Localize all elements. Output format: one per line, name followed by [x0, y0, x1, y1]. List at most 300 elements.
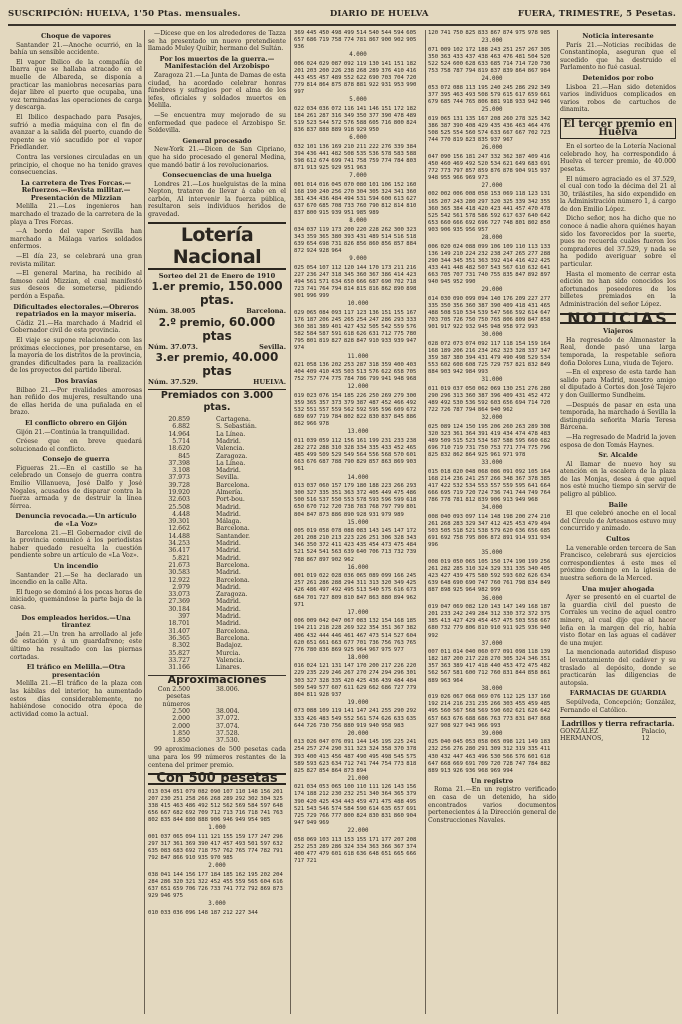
row-place: Málaga.: [216, 518, 242, 526]
prize-number: Núm. 38.005: [148, 307, 196, 316]
tercer-premio-text: El número agraciado es el 37.529, el cual con todo la décima del 21 al 30, trilástiles, ha sido expendido en la Administración número 1, á cargo de don Emilio López.: [560, 175, 676, 213]
row-number: 12.662: [168, 525, 190, 533]
article-headline: Consejo de guerra: [42, 455, 110, 464]
thousand-header: 16.000: [347, 564, 369, 571]
list-row: [148, 453, 286, 460]
article-paragraph: Santander 21.—Anoche ocurrió, en la bahía un sensible accidente.: [10, 41, 142, 57]
row-number: 6.882: [172, 423, 190, 431]
row-number: 30.583: [168, 569, 190, 577]
noticias-list: [560, 328, 676, 714]
article-headline: La carretera de Tres Forcas.—Refuerzos.—Revista militar.—Presentación de Mizzian: [20, 178, 132, 202]
subscription-remote: FUERA, TRIMESTRE, 5 Pesetas.: [517, 9, 676, 19]
article-paragraph: —Se encuentra muy mejorado de su enfermedad que padece el Arzobispo Sr. Soldevilla.: [148, 111, 286, 135]
thousand-header: 15.000: [347, 519, 369, 526]
row-place: 37.072.: [216, 715, 240, 723]
column-telegrams: [10, 30, 142, 1016]
article-paragraph: Londres 21.—Los huelguistas de la mina Nepton, trataron de llevar á cabo en el carbón, Al intervenir la fuerza pública, resultaron seis individuos heridos de gravedad.: [148, 180, 286, 219]
thousand-header: 33.000: [481, 460, 503, 467]
list-row: [148, 628, 286, 635]
number-block: 013 026 047 076 091 144 145 195 225 241 254 257 274 290 311 323 324 358 370 378 393 400 413 456 487 490 495 498 545 575 589 593 623 634 712 741 744 754 773 818 825 827 854 864 873 894: [294, 739, 417, 774]
article-paragraph: La mencionada autoridad dispuso el levantamiento del cadáver y su traslado al depósito, donde se practicarán las diligencias de autopsia.: [560, 649, 676, 687]
row-place: Madrid.: [216, 503, 241, 511]
number-block: 019 023 076 154 185 226 250 269 279 300 359 365 357 373 379 387 487 452 466 492 532 551 557 559 562 592 595 596 609 672 689 697 719 784 802 822 830 837 845 886 862 966 978: [294, 393, 417, 428]
list-row: [148, 715, 286, 722]
article-headline: Sr. Alcalde: [598, 451, 638, 460]
number-block: 008 019 050 065 105 150 174 190 199 256 261 282 285 310 324 329 331 335 340 405 423 427 439 475 580 592 593 602 626 634 639 648 690 690 747 760 761 798 834 849 887 898 925 964 982 999: [428, 559, 551, 594]
number-block: 021 058 136 202 253 287 318 359 400 403 404 409 410 435 503 513 576 622 658 705 752 757 774 775 784 786 799 941 948 968: [294, 362, 417, 383]
row-place: S. Sebastián.: [216, 423, 257, 431]
list-row: [148, 533, 286, 540]
prize-amount: 40.000 ptas: [202, 350, 279, 379]
thousand-header: 1.000: [208, 825, 226, 832]
noticia-text: París 21.—Noticias recibidas de Constantinopla, aseguran que el sucedido que ha destruido el Parlamento no fué casual.: [560, 41, 676, 72]
ad-address: Palacio, 12: [641, 726, 667, 743]
row-number: 2.000: [172, 715, 190, 723]
row-number: 33.727: [168, 656, 190, 664]
aprox-title: Aproximaciones: [148, 675, 286, 684]
row-number: 35.827: [168, 649, 190, 657]
article-headline: Viajeros: [603, 327, 633, 336]
thousand-header: 9.000: [349, 256, 367, 263]
thousand-header: 2.000: [208, 863, 226, 870]
row-place: 37.528.: [216, 729, 240, 737]
thousand-header: 31.000: [481, 377, 503, 384]
row-place: Murcia.: [216, 649, 241, 657]
thousand-header: 36.000: [481, 595, 503, 602]
prize-place: Sevilla.: [259, 342, 286, 351]
article-headline: El conflicto obrero en Gijón: [25, 418, 127, 427]
row-place: 37.074.: [216, 722, 240, 730]
thousand-header: 4.000: [349, 52, 367, 59]
advertisement: [560, 717, 676, 743]
column-rule: [144, 30, 145, 1014]
article-headline: Choque de vapores: [41, 32, 111, 40]
box-500-title: Con 500 pesetas: [148, 773, 286, 785]
list-row: [148, 416, 286, 423]
row-place: Barcelona.: [216, 561, 250, 569]
row-number: 397: [178, 613, 190, 621]
prize-line: [148, 351, 286, 379]
number-block: 021 034 053 065 100 110 111 126 143 156 174 188 212 230 232 251 340 364 365 379 390 420 425 434 443 459 471 475 488 495 521 543 546 574 584 590 614 635 657 691 725 729 766 777 800 824 830 831 860 904 947 949 969: [294, 784, 417, 826]
article-paragraph: —Dícese que en los alrededores de Tazza se ha presentado un nuevo pretendiente llamado Muley Quibir, hermano del Sultán.: [148, 30, 286, 53]
row-number: 30.184: [168, 605, 190, 613]
row-place: Zaragoza.: [216, 452, 248, 460]
article-headline: El tráfico en Melilla.—Otra presentación: [26, 663, 126, 679]
list-row: [148, 686, 286, 708]
prize-label: 1.er premio,: [151, 281, 225, 294]
noticia-title: Noticia interesante: [582, 32, 654, 40]
number-block: 007 011 014 040 060 077 091 098 118 139 182 187 200 217 228 270 305 324 346 351 357 363 389 417 418 440 453 472 475 482 562 567 581 600 712 760 831 844 858 861 889 963 964: [428, 649, 551, 684]
list-row: [148, 445, 286, 452]
list-row: [148, 620, 286, 627]
article-paragraph: Al llamar de nuevo hoy su atención en la escalera de la plaza de las Monjas, desea á que aquel nos esté mucho tiempo sin servir de peligro al público.: [560, 460, 676, 499]
list-row: [148, 613, 286, 620]
number-block: 014 030 090 099 094 140 176 209 227 277 335 350 356 360 387 390 409 418 431 465 488 508 510 534 539 547 566 592 614 647 703 705 726 750 750 765 806 809 847 858 901 917 922 932 945 948 958 972 993: [428, 295, 551, 331]
row-number: 845: [178, 452, 190, 460]
row-place: Barcelona.: [216, 634, 250, 642]
list-row: [148, 547, 286, 554]
registro-text: Roma 21.—En un registro verificado en casa de un detenido, ha sido encontrados varios documentos pertenecientes á la Dirección general de Construcciones Navales.: [428, 786, 556, 824]
article-paragraph: —El general Marina, ha recibido al famoso caid Mizzian, el cual manifestó sus deseos de someterse, pidiendo perdón a España.: [10, 270, 142, 300]
row-number: 39.301: [168, 518, 190, 526]
list-row: [148, 584, 286, 591]
row-number: 14.488: [168, 532, 190, 540]
masthead: [8, 4, 676, 26]
prize-label: 2.º premio,: [158, 316, 226, 329]
article-headline: Dificultades electorales.—Obreros repatriados en la mayor miseria.: [13, 302, 139, 319]
article-headline: Denuncia revocada.—Un artículo de «La Voz»: [15, 512, 137, 529]
article-paragraph: Zaragoza 21.—La Junta de Damas de esta ciudad, ha acordado celebrar honras fúnebres y sufragios por el alma de los jefes, oficiales y soldados muertos en Melilla.: [148, 71, 286, 110]
row-number: 1.850: [172, 737, 190, 745]
list-row: [148, 606, 286, 613]
article-paragraph: El fuego se dominó á los pocas horas de iniciado, quemándose la parte baja de la casa.: [10, 588, 142, 611]
list-row: [148, 577, 286, 584]
list-row: [148, 562, 286, 569]
thousand-header: 35.000: [481, 550, 503, 557]
list-row: [148, 504, 286, 511]
row-number: 2.979: [172, 583, 190, 591]
ad-title: Ladrillos y tierra refractaria.: [561, 719, 675, 729]
tercer-premio-box: [560, 118, 676, 139]
list-row: [148, 723, 286, 730]
article-paragraph: —El día 23, se celebrará una gran revista militar.: [10, 253, 142, 268]
number-block: 005 019 058 078 088 083 143 145 147 172 201 208 210 213 223 226 251 306 328 343 346 350 372 411 423 435 454 473 475 484 521 524 541 563 639 640 706 713 732 739 788 867 897 902 962: [294, 528, 417, 563]
list-row: [148, 496, 286, 503]
row-number: 39.728: [168, 481, 190, 489]
row-place: 38.006.: [216, 686, 240, 694]
number-block: 071 009 102 172 188 243 251 257 267 305 350 363 433 437 438 463 476 481 504 520 522 524 600 628 633 685 714 714 720 730 753 758 787 794 819 837 839 864 867 984: [428, 46, 551, 74]
row-place: Madrid.: [216, 613, 241, 621]
prize-number-line: [148, 379, 286, 387]
numbers-3000: 010 033 036 096 148 187 212 227 344: [148, 909, 258, 916]
list-row: [148, 482, 286, 489]
row-number: 25.508: [168, 503, 190, 511]
article-headline: FARMACIAS DE GUARDIA: [569, 689, 667, 698]
column-numbers-a: [294, 30, 422, 1016]
prize-amount: 60.000 ptas: [202, 314, 276, 343]
number-block: 016 024 121 131 147 170 200 217 226 220 229 235 229 246 267 270 274 294 296 301 303 327 328 335 420 425 436 439 484 484 509 549 577 607 611 629 662 686 727 779 804 811 928 937: [294, 663, 417, 698]
article-headline: General procesado: [182, 136, 252, 145]
prize-label: 3.er premio,: [155, 352, 229, 365]
article-paragraph: Jaén 21.—Un tren ha arrollado al jefe de estación y á un guardafreno; este último ha resultado con las piernas cortadas.: [10, 630, 142, 661]
number-block: 120 741 750 825 833 867 874 975 978 985: [428, 30, 551, 36]
row-place: Barcelona.: [216, 576, 250, 584]
row-place: Madrid.: [216, 569, 241, 577]
article-headline: Por los muertos de la guerra.—Manifestación del Arzobispo: [159, 54, 275, 71]
row-number: 2.000: [172, 722, 190, 730]
thousand-header: 8.000: [349, 218, 367, 225]
thousand-header: 23.000: [481, 38, 503, 45]
row-number: 12.922: [168, 576, 190, 584]
list-row: [148, 489, 286, 496]
thousand-header: 19.000: [347, 699, 369, 706]
list-row: [148, 642, 286, 649]
premiados-list: [148, 416, 286, 671]
row-number: 8.302: [172, 642, 190, 650]
row-number: 18.701: [168, 620, 190, 628]
row-number: 27.369: [168, 598, 190, 606]
thousand-header: 32.000: [481, 415, 503, 422]
row-number: 5.714: [172, 437, 190, 445]
number-block: 034 037 119 173 200 220 228 262 300 323 343 359 365 380 393 431 489 514 516 518 639 654 698 731 826 856 860 856 857 884 872 924 928 964: [294, 226, 417, 255]
aprox-list: [148, 686, 286, 744]
thousand-header: 13.000: [347, 429, 369, 436]
article-paragraph: El vapor Ibilico de la compañía de Ibarra que se hallaba atracado en el muelle de Albareda, se disponía a practicar las maniobras necesarias para dejar libre el puerto que ocupaba, una vez terminadas las operaciones de carga y descarga.: [10, 58, 142, 112]
numbers-1000: 001 037 065 094 111 121 155 159 177 247 296 297 317 361 369 390 417 457 493 501 597 632 635 083 683 692 718 757 762 765 774 782 791 792 847 866 910 935 970 985: [148, 833, 283, 862]
article-paragraph: El que celebró anoche en el local del Círculo de Artesanos estuvo muy concurrido y animado.: [560, 510, 676, 533]
list-row: [148, 730, 286, 737]
column-rule: [425, 30, 426, 1014]
number-block: 015 018 020 048 068 086 091 092 105 164 168 214 236 241 257 266 348 367 378 385 417 422 532 534 553 557 559 595 641 664 666 695 719 720 724 736 741 744 749 764 786 778 781 812 839 906 913 949 968: [428, 468, 551, 504]
number-block: 025 040 045 053 058 065 098 121 149 183 232 256 276 280 291 309 312 319 335 411 430 432 447 463 496 530 566 576 601 618 647 668 669 691 709 720 728 747 784 882 889 913 926 936 968 969 994: [428, 739, 551, 774]
list-row: [148, 525, 286, 532]
row-place: Linares.: [216, 664, 242, 672]
thousand-header: 21.000: [347, 775, 369, 782]
article-paragraph: Bilbao 21.—Por rivalidades amorosas han reñido dos mujeres, resultando una de ellas herida de una puñalada en el brazo.: [10, 386, 142, 417]
number-block: 002 002 006 008 058 153 069 118 123 131 165 207 243 280 297 320 325 339 342 355 360 365 384 418 420 423 441 457 470 478 525 542 561 578 586 592 617 637 640 642 653 660 666 692 696 727 748 801 802 850 903 906 935 956 957: [428, 191, 551, 233]
row-number: Con 2.500 pesetas números: [157, 686, 190, 708]
row-place: Almería.: [216, 489, 243, 496]
thousand-header: 22.000: [347, 827, 369, 834]
row-number: 31.407: [168, 627, 190, 635]
tercer-premio-text: Dicho señor, nos ha dicho que no conoce á nadie ahora quiénes hayan sido los favorecidos por la suerte, pues no recuerda cuales fueron los compradores del 37.529, y nada se ha podido averiguar sobre el particular.: [560, 215, 676, 269]
tercer-premio-text: Hasta el momento de cerrar esta edición no han sido conocidos los afortunados poseedores de los billetes premiados en la Administración del señor López.: [560, 270, 676, 308]
article-paragraph: —A bordo del vapor Sevilla han marchado a Málaga varios soldados enfermos.: [10, 228, 142, 251]
list-row: [148, 431, 286, 438]
article-paragraph: Melilla 21.—Los ingenieros han marchado el trazado de la carretera de la playa a Tres Forcas.: [10, 203, 142, 226]
list-row: [148, 460, 286, 467]
article-paragraph: Sepúlveda, Concepción; González, Fernando el Católico.: [560, 698, 676, 714]
thousand-header: 11.000: [347, 353, 369, 360]
thousand-header: 20.000: [347, 730, 369, 737]
number-block: 001 019 022 028 036 065 089 099 166 245 257 261 286 288 294 311 313 320 349 425 426 486 497 492 495 513 540 575 616 673 684 701 727 809 810 847 863 880 894 962 971: [294, 573, 417, 608]
article-paragraph: New-York 21.—Dicen de San Cipriano, que ha sido procesado el general Medina, que mandó batir á los revolucionarios.: [148, 146, 286, 169]
thousand-header: 25.000: [481, 106, 503, 113]
number-block: 006 020 024 088 099 106 109 110 113 133 136 149 210 224 232 238 247 265 277 288 290 344 345 351 363 392 414 416 422 425 433 441 448 482 507 543 567 610 632 641 663 705 707 731 740 755 835 847 892 897 940 945 952 990: [428, 243, 551, 286]
detenidos-text: Lisboa 21.—Han sido detenidos varios individuos complicados en varios robos de cartuchos de dinamita.: [560, 83, 676, 114]
list-row: [148, 598, 286, 605]
list-row: [148, 555, 286, 562]
row-number: 37.973: [168, 474, 190, 482]
numbers-2000: 038 041 144 156 177 184 185 162 195 202 204 284 286 320 321 322 452 455 559 565 604 616 637 651 659 706 726 733 741 772 792 869 873 929 946 975: [148, 871, 283, 900]
row-place: Barcelona.: [216, 627, 250, 635]
row-number: 33.073: [168, 591, 190, 599]
row-place: La Línea.: [216, 459, 246, 467]
draw-date: Sorteo del 21 de Enero de 1910: [158, 271, 276, 280]
row-place: La Línea.: [216, 430, 246, 438]
number-block: 032 101 136 169 210 211 222 276 339 384 394 436 441 482 508 535 536 578 583 588 598 612 674 699 741 758 759 774 784 803 871 913 925 929 951 963: [294, 143, 417, 172]
article-paragraph: Ayer se presentó en el cuartel de la guardia civil del puesto de Corrales un vecino de aquel centro minero, al cual dijo que al hacer leña en la margen del río, había visto flotar en las aguas el cadáver de una mujer.: [560, 594, 676, 647]
row-place: Barcelona.: [216, 481, 250, 489]
number-block: 011 039 059 112 156 161 199 231 233 238 282 272 288 310 328 334 335 433 452 465 485 499 509 529 549 564 556 568 570 601 663 676 687 788 790 829 857 863 869 903 961: [294, 438, 417, 473]
column-rule: [557, 30, 558, 1014]
premiados-title: Premiados con 3.000 ptas.: [148, 389, 286, 414]
number-block: 025 089 124 150 195 206 260 263 289 308 320 323 361 364 391 419 434 474 478 483 489 509 515 523 534 587 588 595 660 682 696 710 719 731 750 753 771 774 775 796 825 832 862 864 925 961 971 978: [428, 423, 551, 459]
list-row: [148, 438, 286, 445]
list-row: [148, 474, 286, 481]
row-number: 31.166: [168, 664, 190, 672]
row-number: 3.108: [172, 467, 190, 475]
column-rule: [290, 30, 291, 1014]
prize-place: HUELVA.: [253, 378, 286, 387]
number-block: 006 024 029 087 092 119 130 141 151 182 201 203 200 226 238 268 289 376 410 416 443 455 457 489 552 622 690 703 704 720 779 814 864 875 878 881 922 931 953 990 997: [294, 60, 417, 96]
thousand-header: 38.000: [481, 685, 503, 692]
noticias-title: NOTICIAS: [560, 313, 676, 325]
row-place: Zaragoza.: [216, 591, 248, 599]
row-number: 37.398: [168, 459, 190, 467]
number-block: 008 040 093 097 114 148 198 200 274 210 261 268 283 329 347 412 425 453 479 494 503 505 518 521 538 579 620 636 656 685 691 692 758 795 806 872 891 914 931 934 996: [428, 514, 551, 549]
article-paragraph: Santander 21.—Se ha declarado un incendio en la calle Alta.: [10, 571, 142, 587]
tercer-premio-title: El tercer premio en Huelva: [563, 118, 673, 138]
thousand-header: 28.000: [481, 235, 503, 242]
number-block: 028 072 073 074 092 117 118 154 159 164 168 189 206 216 234 262 323 328 337 347 359 387 380 394 431 479 490 498 529 534 553 602 608 608 725 729 757 821 832 849 884 903 942 984 993: [428, 340, 551, 376]
thousand-header: 34.000: [481, 505, 503, 512]
article-paragraph: Ha regresado de Almonaster la Real, donde pasó una larga temporada, la respetable señora doña Dolores Luna, viuda de Tejero.: [560, 336, 676, 367]
row-place: 38.004.: [216, 707, 240, 715]
row-number: 36.417: [168, 547, 190, 555]
row-place: Cartagena.: [216, 416, 251, 424]
ad-firm: GONZÁLEZ HERMANOS,: [560, 726, 604, 743]
row-number: 21.673: [168, 561, 190, 569]
article-paragraph: Cádiz 21.—Ha marchado á Madrid el Gobernador civil de esta provincia.: [10, 319, 142, 335]
thousand-header: 3.000: [208, 901, 226, 908]
number-block: 006 009 042 047 067 083 132 154 168 185 194 211 218 228 269 322 354 351 367 382 406 432 444 446 461 467 473 514 527 604 620 651 661 663 677 701 736 756 763 765 776 780 836 869 925 964 967 975 977: [294, 618, 417, 653]
thousand-header: 5.000: [349, 97, 367, 104]
telegrams-continued: [148, 30, 286, 219]
number-block: 058 069 103 113 153 155 171 177 207 208 252 253 289 286 324 334 363 366 367 374 400 477 479 601 618 636 648 651 665 666 717 721: [294, 836, 417, 864]
row-place: Madrid.: [216, 598, 241, 606]
row-place: Madrid.: [216, 467, 241, 475]
detenidos-title: Detenidos por robo: [582, 73, 654, 82]
number-block: 025 054 107 112 120 144 170 173 211 216 227 236 247 318 345 360 367 386 414 423 494 561 571 634 650 666 687 690 702 718 723 741 764 794 814 815 816 862 890 898 901 996 999: [294, 264, 417, 300]
prize-place: Barcelona.: [246, 307, 286, 316]
number-block: 019 047 069 082 120 143 147 149 168 187 201 233 242 249 284 312 330 372 372 375 385 413 427 429 454 457 475 503 558 667 680 732 779 806 810 910 911 925 936 940 992: [428, 604, 551, 639]
column-news: [560, 30, 676, 1016]
number-block: 019 065 131 135 167 208 260 278 325 342 386 387 390 408 429 435 436 463 464 476 508 525 554 560 574 633 667 667 702 723 744 770 819 823 835 937 967: [428, 115, 551, 143]
number-block: 001 014 016 045 070 080 101 106 152 160 168 190 240 256 270 304 305 324 341 360 381 434 436 484 494 531 594 600 613 627 637 670 685 708 733 760 790 812 814 810 837 800 915 939 951 985 989: [294, 181, 417, 217]
article-paragraph: Melilla 21.—El tráfico de la plaza con las kábilas del interior, ha aumentado estos días considerablemente, no habiéndose conocido otra época de actividad como la actual.: [10, 680, 142, 718]
row-place: Madrid.: [216, 540, 241, 548]
list-row: [148, 569, 286, 576]
article-headline: Cultos: [606, 535, 630, 544]
article-paragraph: —Ha regresado de Madrid la joven esposa de don Tomás Haynes.: [560, 433, 676, 449]
article-headline: Dos empleados heridos.—Una tirantez: [21, 613, 131, 630]
list-row: [148, 650, 286, 657]
list-row: [148, 708, 286, 715]
row-number: 2.500: [172, 707, 190, 715]
row-place: Madrid.: [216, 437, 241, 445]
list-row: [148, 635, 286, 642]
article-paragraph: Gijón 21.—Continúa la tranquilidad.: [16, 428, 130, 436]
prize-line: [148, 280, 286, 308]
row-place: Valencia.: [216, 656, 245, 664]
article-paragraph: Créese que en breve quedará solucionado el conflicto.: [10, 438, 142, 453]
list-row: [148, 664, 286, 671]
thousand-header: 14.000: [347, 474, 369, 481]
list-row: [148, 511, 286, 518]
prize-amount: 150.000 ptas.: [199, 279, 283, 308]
row-place: 37.530.: [216, 737, 240, 745]
number-block: 029 065 084 093 117 123 136 151 155 167 176 187 206 245 265 254 247 286 293 333 360 381 389 401 427 432 505 542 559 576 582 584 587 591 618 626 631 712 775 780 795 801 819 827 828 847 910 933 939 947 974: [294, 309, 417, 352]
row-number: 18.620: [168, 445, 190, 453]
article-paragraph: Contra las versiones circuladas en un principio, el choque no ha tenido graves consecuencias.: [10, 153, 142, 177]
article-paragraph: —En el expreso de esta tarde han salido para Madrid, nuestro amigo el diputado á Cortes don José Tejero y don Guillermo Sundheim.: [560, 369, 676, 399]
row-place: Madrid.: [216, 620, 241, 628]
article-headline: Baile: [608, 500, 628, 509]
row-place: Madrid.: [216, 554, 241, 562]
thousand-header: 26.000: [481, 144, 503, 151]
number-block: 053 072 088 113 195 240 245 286 292 349 377 395 463 493 508 579 615 617 659 661 679 685 744 765 806 881 918 933 942 946: [428, 84, 551, 105]
row-number: 36.365: [168, 634, 190, 642]
thousand-header: 12.000: [347, 384, 369, 391]
number-block: 047 090 156 181 247 332 362 387 409 416 450 460 469 492 520 534 621 649 683 691 772 773 797 857 859 876 878 904 915 937 948 955 966 969 973: [428, 153, 551, 181]
row-place: Madrid.: [216, 583, 241, 591]
thousand-header: 18.000: [347, 654, 369, 661]
article-paragraph: Figueras 21.—En el castillo se ha celebrado un Consejo de guerra contra Emilio Villanueva, José Dalfo y José Nogales, acusados de disparar contra la fuerza armada y de destruir la línea férrea.: [10, 464, 142, 510]
row-place: Madrid.: [216, 605, 241, 613]
number-block: 369 445 450 498 499 514 540 544 594 605 657 686 719 758 774 781 867 900 902 905 936: [294, 30, 417, 51]
prize-number: Núm. 37.529.: [148, 378, 198, 387]
number-block: 013 037 060 157 179 180 188 223 266 293 300 327 335 351 363 372 405 449 475 486 500 516 537 550 553 578 593 596 599 618 650 670 712 720 738 783 768 797 799 801 804 847 873 886 890 928 931 979 989: [294, 483, 417, 518]
row-place: Port-bou.: [216, 496, 245, 504]
row-place: Santander.: [216, 532, 250, 540]
prize-list: [148, 280, 286, 387]
row-place: Madrid.: [216, 547, 241, 555]
row-number: 32.603: [168, 496, 190, 504]
article-headline: Dos bravías: [54, 376, 98, 385]
row-place: Valencia.: [216, 445, 245, 453]
number-block: 019 026 067 068 069 076 112 125 137 160 192 214 216 231 235 266 303 455 459 485 495 560 567 568 569 590 602 621 626 642 657 663 676 688 686 763 773 831 847 868 927 908 927 943 966 993: [428, 694, 551, 729]
row-place: Barcelona.: [216, 525, 250, 533]
thousand-header: 24.000: [481, 76, 503, 83]
list-row: [148, 737, 286, 744]
row-number: 5.821: [172, 554, 190, 562]
thousand-header: 37.000: [481, 640, 503, 647]
list-row: [148, 467, 286, 474]
row-number: 34.253: [168, 540, 190, 548]
row-place: Madrid.: [216, 510, 241, 518]
row-number: 20.859: [168, 416, 190, 424]
row-number: 1.850: [172, 729, 190, 737]
article-headline: Una mujer ahogada: [581, 584, 655, 593]
aprox-note: 99 aproximaciones de 500 pesetas cada una para los 99 números restantes de la centena del primer premio.: [148, 746, 286, 769]
paper-title: DIARIO DE HUELVA: [329, 9, 429, 19]
article-paragraph: El Ibilico despachado para Pasajes, sufrió a media máquina con el fin de avanzar a la salida del puerto, cuando de repente se vió sacudido por el vapor Friedlander.: [10, 113, 142, 152]
thousand-header: 29.000: [481, 287, 503, 294]
row-place: Badajoz.: [216, 642, 243, 650]
list-row: [148, 423, 286, 430]
lottery-title: Lotería Nacional: [148, 222, 286, 270]
numbers-500: 013 034 051 079 082 090 107 110 148 156 201 207 230 251 258 266 268 289 292 302 304 325 338 415 463 486 492 512 562 569 584 597 648 656 667 682 692 709 712 713 716 718 741 763 802 835 844 880 888 906 946 949 954 985: [148, 788, 283, 824]
list-row: [148, 540, 286, 547]
thousand-header: 7.000: [349, 173, 367, 180]
list-row: [148, 591, 286, 598]
prize-number: Núm. 37.073.: [148, 342, 198, 351]
article-paragraph: —Después de pasar en esta una temporada, ha marchado á Sevilla la distinguida señorita María Teresa Bárcena.: [560, 401, 676, 432]
row-place: Sevilla.: [216, 474, 239, 482]
thousand-header: 6.000: [349, 135, 367, 142]
column-lottery: [148, 30, 286, 1016]
list-row: [148, 518, 286, 525]
row-number: 14.964: [168, 430, 190, 438]
thousand-header: 17.000: [347, 609, 369, 616]
number-block: 011 019 037 050 062 069 130 251 276 280 290 296 313 360 387 396 409 431 452 472 489 492 530 536 592 603 656 694 714 720 722 726 787 794 864 940 962: [428, 385, 551, 414]
row-number: 4.448: [172, 510, 190, 518]
thousand-header: 10.000: [347, 301, 369, 308]
thousand-header: 27.000: [481, 182, 503, 189]
subscription-local: SUSCRIPCIÓN: HUELVA, 1'50 Ptas. mensuales.: [8, 9, 241, 19]
number-block: 073 088 109 119 141 147 241 255 290 292 333 426 483 549 552 561 574 626 633 635 644 726 730 756 880 919 940 958 983: [294, 708, 417, 729]
